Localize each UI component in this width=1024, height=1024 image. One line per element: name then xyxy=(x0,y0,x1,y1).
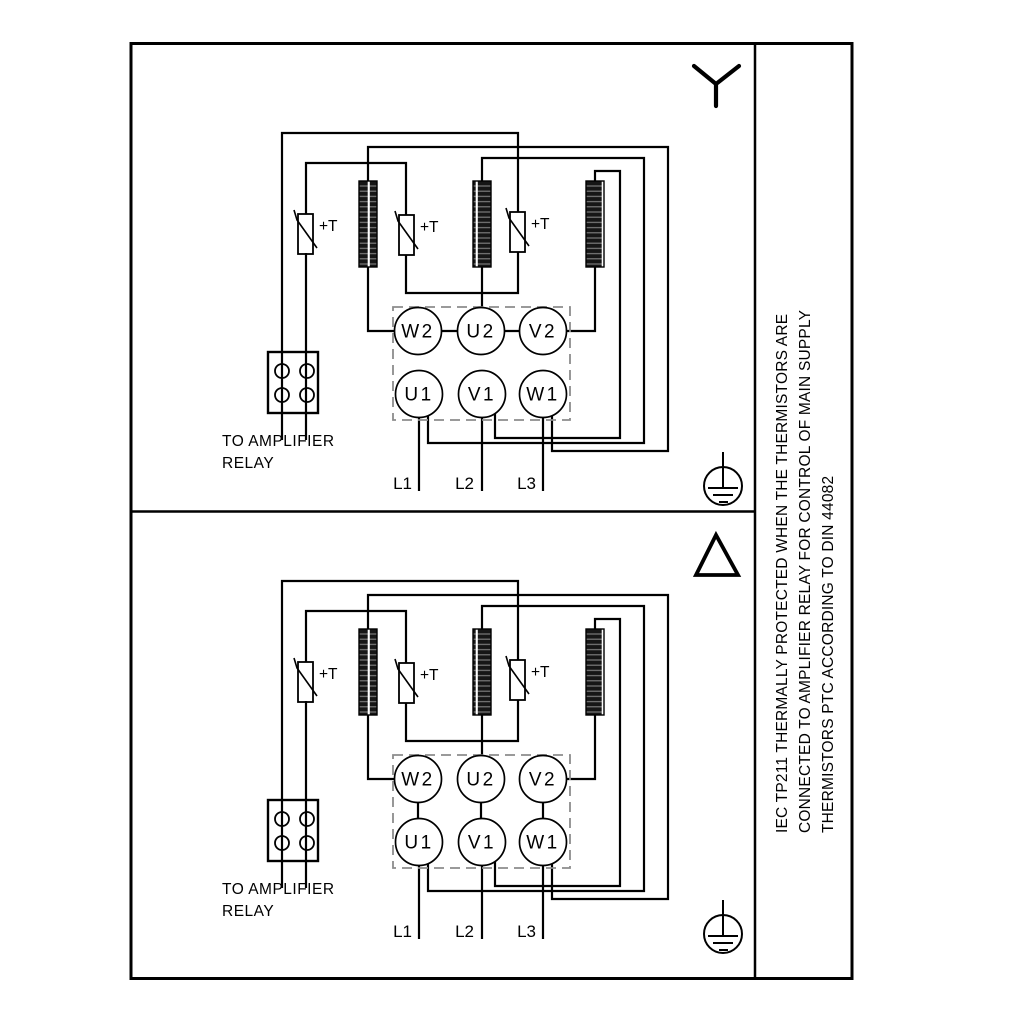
supply-label-l2: L2 xyxy=(455,922,474,941)
winding-coil-2 xyxy=(473,629,491,715)
relay-caption-line2: RELAY xyxy=(222,455,275,472)
terminal-label-w2: W2 xyxy=(401,769,435,791)
thermistor-label: +T xyxy=(531,664,550,681)
terminal-label-v1: V1 xyxy=(467,832,497,854)
motor-winding-coils xyxy=(359,629,604,715)
thermistor-label: +T xyxy=(420,219,439,236)
winding-coil-3 xyxy=(586,181,604,267)
supply-labels xyxy=(393,922,536,941)
relay-caption-line2: RELAY xyxy=(222,903,275,920)
terminal-label-w2: W2 xyxy=(401,321,435,343)
supply-label-l3: L3 xyxy=(517,922,536,941)
winding-coil-3 xyxy=(586,629,604,715)
relay-caption-line1: TO AMPLIFIER xyxy=(222,881,335,898)
supply-label-l1: L1 xyxy=(393,474,412,493)
terminal-label-v2: V2 xyxy=(528,321,558,343)
thermistor-label: +T xyxy=(531,216,550,233)
motor-winding-coils xyxy=(359,181,604,267)
thermistor-label: +T xyxy=(420,667,439,684)
thermistor-1 xyxy=(294,210,317,254)
protective-earth-icon xyxy=(704,900,742,953)
thermistor-label: +T xyxy=(319,218,338,235)
terminal-label-u1: U1 xyxy=(404,384,434,406)
supply-label-l3: L3 xyxy=(517,474,536,493)
side-note-line3: THERMISTORS PTC ACCORDING TO DIN 44082 xyxy=(820,475,837,833)
thermistor-2 xyxy=(395,659,418,703)
thermistor-label: +T xyxy=(319,666,338,683)
terminal-labels xyxy=(401,322,560,406)
delta-panel xyxy=(222,535,742,953)
winding-coil-1 xyxy=(359,181,377,267)
supply-label-l2: L2 xyxy=(455,474,474,493)
thermistor-1 xyxy=(294,658,317,702)
terminal-label-v2: V2 xyxy=(528,769,558,791)
terminal-label-w1: W1 xyxy=(526,832,560,854)
terminal-label-w1: W1 xyxy=(526,384,560,406)
relay-caption-line1: TO AMPLIFIER xyxy=(222,433,335,450)
delta-icon xyxy=(696,535,738,575)
terminal-label-u2: U2 xyxy=(466,769,496,791)
supply-label-l1: L1 xyxy=(393,922,412,941)
side-note-line2: CONNECTED TO AMPLIFIER RELAY FOR CONTROL OF MAIN SUPPLY xyxy=(797,309,814,833)
thermistor-2 xyxy=(395,211,418,255)
supply-labels xyxy=(393,474,536,493)
terminal-label-u1: U1 xyxy=(404,832,434,854)
terminal-label-v1: V1 xyxy=(467,384,497,406)
winding-coil-1 xyxy=(359,629,377,715)
side-note-line1: IEC TP211 THERMALLY PROTECTED WHEN THE THERMISTORS ARE xyxy=(774,313,791,833)
protective-earth-icon xyxy=(704,452,742,505)
star-panel xyxy=(222,66,742,505)
thermistor-3 xyxy=(506,656,529,700)
side-note xyxy=(774,310,837,833)
terminal-label-u2: U2 xyxy=(466,321,496,343)
thermistor-3 xyxy=(506,208,529,252)
star-icon xyxy=(694,66,739,106)
winding-coil-2 xyxy=(473,181,491,267)
